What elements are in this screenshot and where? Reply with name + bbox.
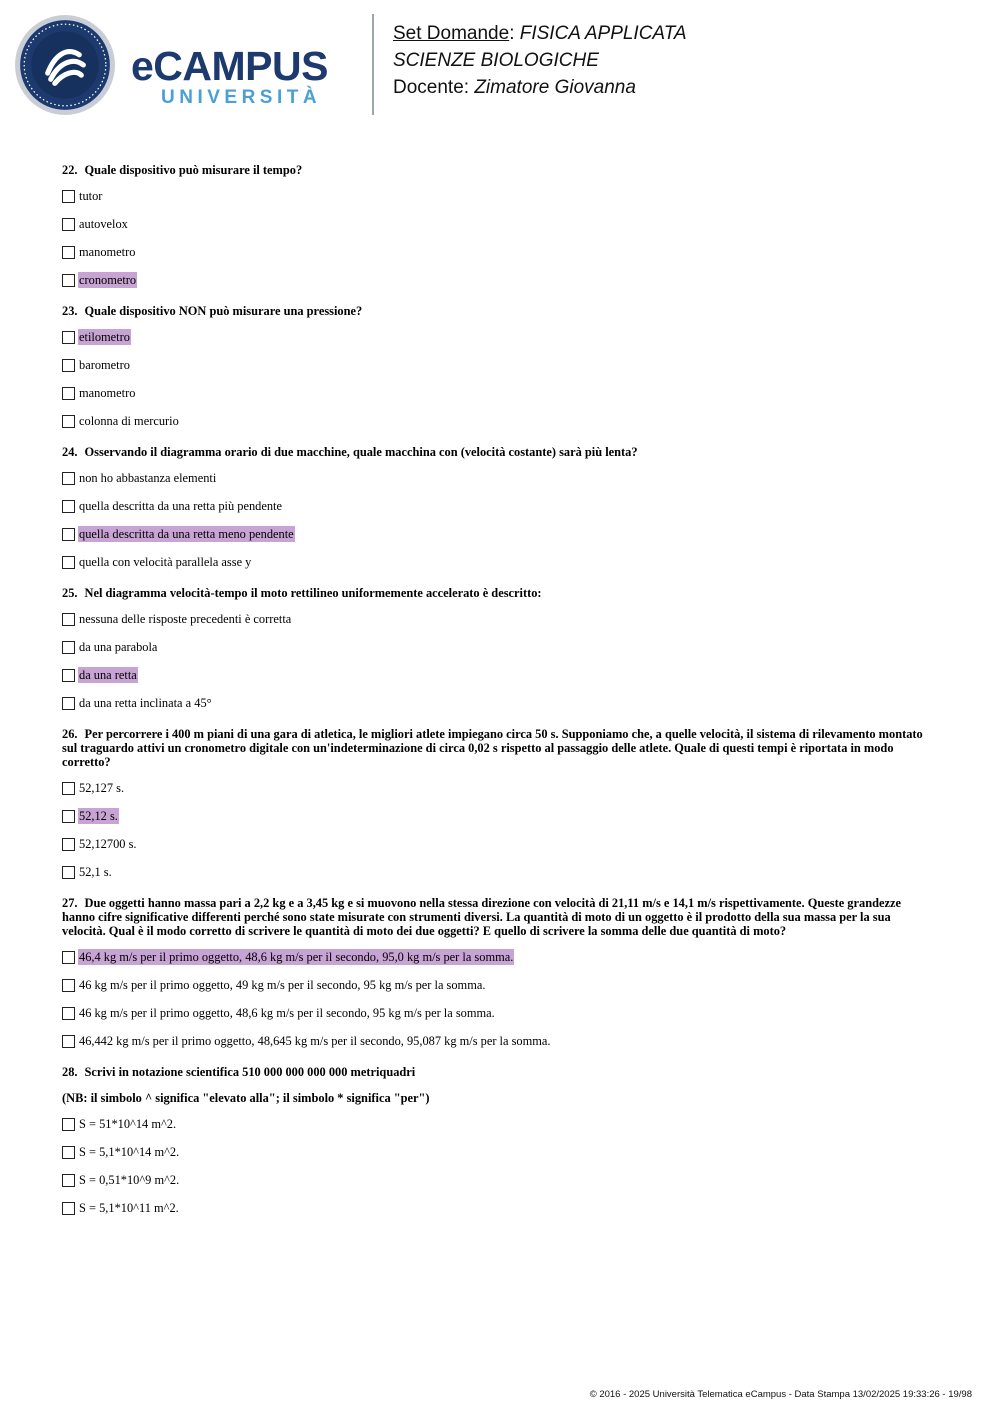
answer-text: 52,127 s. (79, 781, 125, 795)
question-number: 26. (62, 727, 78, 741)
answer-text-highlighted: da una retta (79, 668, 137, 682)
answer-option[interactable] (62, 470, 932, 486)
question-title (62, 727, 932, 769)
ecampus-seal-logo (14, 14, 116, 116)
question-block (62, 163, 932, 288)
answer-checkbox[interactable] (62, 866, 75, 879)
answer-text: 46 kg m/s per il primo oggetto, 49 kg m/s per il secondo, 95 kg m/s per la somma. (79, 978, 486, 992)
answer-option[interactable] (62, 949, 932, 965)
question-block (62, 896, 932, 1049)
answer-text: S = 51*10^14 m^2. (79, 1117, 177, 1131)
answer-checkbox[interactable] (62, 359, 75, 372)
page-header (0, 0, 1000, 130)
answer-text: 46,442 kg m/s per il primo oggetto, 48,645 kg m/s per il secondo, 95,087 kg m/s per la somma. (79, 1034, 551, 1048)
course-name: FISICA APPLICATA (519, 23, 687, 44)
answer-option[interactable] (62, 808, 932, 824)
answer-option[interactable] (62, 526, 932, 542)
answer-option[interactable] (62, 977, 932, 993)
brand-subtitle: UNIVERSITÀ (161, 87, 322, 108)
answer-option[interactable] (62, 1033, 932, 1049)
answer-option[interactable] (62, 611, 932, 627)
question-block (62, 304, 932, 429)
answer-text: da una parabola (79, 640, 158, 654)
answer-checkbox[interactable] (62, 669, 75, 682)
answer-option[interactable] (62, 1144, 932, 1160)
answer-text: tutor (79, 189, 103, 203)
teacher-name: Zimatore Giovanna (474, 77, 636, 98)
answer-checkbox[interactable] (62, 500, 75, 513)
question-text: Quale dispositivo può misurare il tempo? (84, 163, 303, 177)
answer-checkbox[interactable] (62, 556, 75, 569)
answer-option[interactable] (62, 1200, 932, 1216)
answer-checkbox[interactable] (62, 190, 75, 203)
brand-name: eCAMPUS (131, 43, 328, 89)
answer-text-highlighted: 52,12 s. (79, 809, 118, 823)
question-number: 27. (62, 896, 78, 910)
answer-text: autovelox (79, 217, 128, 231)
answer-checkbox[interactable] (62, 1118, 75, 1131)
question-title (62, 163, 932, 177)
answer-checkbox[interactable] (62, 472, 75, 485)
question-text: Nel diagramma velocità-tempo il moto rettilineo uniformemente accelerato è descritto: (84, 586, 542, 600)
answer-text: da una retta inclinata a 45° (79, 696, 212, 710)
question-number: 23. (62, 304, 78, 318)
answer-checkbox[interactable] (62, 1007, 75, 1020)
answer-checkbox[interactable] (62, 415, 75, 428)
question-text: Scrivi in notazione scientifica 510 000 000 000 000 metriquadri (84, 1065, 416, 1079)
answer-text: 46 kg m/s per il primo oggetto, 48,6 kg m/s per il secondo, 95 kg m/s per la somma. (79, 1006, 495, 1020)
question-text: Quale dispositivo NON può misurare una pressione? (84, 304, 363, 318)
answer-option[interactable] (62, 667, 932, 683)
answer-checkbox[interactable] (62, 331, 75, 344)
question-title (62, 1065, 932, 1079)
question-block (62, 445, 932, 570)
answer-checkbox[interactable] (62, 810, 75, 823)
answer-text: non ho abbastanza elementi (79, 471, 217, 485)
answer-text-highlighted: quella descritta da una retta meno pendente (79, 527, 294, 541)
question-block (62, 586, 932, 711)
answer-text: manometro (79, 386, 136, 400)
answer-checkbox[interactable] (62, 528, 75, 541)
answer-text: S = 5,1*10^11 m^2. (79, 1201, 179, 1215)
question-list (62, 163, 932, 1232)
answer-text-highlighted: cronometro (79, 273, 137, 287)
question-text: Osservando il diagramma orario di due macchine, quale macchina con (velocità costante) sarà più lenta? (84, 445, 638, 459)
question-number: 24. (62, 445, 78, 459)
set-separator: : (509, 23, 520, 44)
answer-text: quella con velocità parallela asse y (79, 555, 252, 569)
answer-option[interactable] (62, 1005, 932, 1021)
question-text: Per percorrere i 400 m piani di una gara di atletica, le migliori atlete impiegano circa 50 s. Supponiamo che, a quelle velocità, il sistema di rilevamento montato sul traguardo attivi un cronometro digitale con un'indeterminazione di circa 0,02 s rispetto al passaggio delle atlete. Quale di questi tempi è riportata in modo corretto? (62, 727, 923, 769)
answer-text: quella descritta da una retta più pendente (79, 499, 282, 513)
answer-option[interactable] (62, 188, 932, 204)
answer-option[interactable] (62, 1116, 932, 1132)
answer-text: 52,1 s. (79, 865, 112, 879)
answer-option[interactable] (62, 1172, 932, 1188)
answer-checkbox[interactable] (62, 697, 75, 710)
answer-text: S = 0,51*10^9 m^2. (79, 1173, 180, 1187)
answer-text: colonna di mercurio (79, 414, 179, 428)
question-title (62, 586, 932, 600)
answer-text: 52,12700 s. (79, 837, 137, 851)
answer-option[interactable] (62, 780, 932, 796)
question-note: (NB: il simbolo ^ significa "elevato alla"; il simbolo * significa "per") (62, 1091, 430, 1105)
answer-option[interactable] (62, 836, 932, 852)
answer-checkbox[interactable] (62, 838, 75, 851)
degree-name: SCIENZE BIOLOGICHE (393, 50, 599, 71)
question-text: Due oggetti hanno massa pari a 2,2 kg e a 3,45 kg e si muovono nella stessa direzione con velocità di 21,11 m/s e 14,1 m/s rispettivamente. Queste grandezze hanno cifre significative differenti perché sono state misurate con strumenti diversi. La quantità di moto di un oggetto è il prodotto della sua massa per la sua velocità. Qual è il modo corretto di scrivere le quantità di moto dei due oggetti? E quello di scrivere la somma delle due quantità di moto? (62, 896, 901, 938)
teacher-line (393, 76, 636, 100)
answer-option[interactable] (62, 244, 932, 260)
answer-checkbox[interactable] (62, 1202, 75, 1215)
answer-option[interactable] (62, 498, 932, 514)
page-footer: © 2016 - 2025 Università Telematica eCampus - Data Stampa 13/02/2025 19:33:26 - 19/98 (589, 1389, 972, 1400)
answer-checkbox[interactable] (62, 1035, 75, 1048)
question-title (62, 304, 932, 318)
ecampus-wordmark (131, 44, 361, 114)
question-number: 28. (62, 1065, 78, 1079)
question-block (62, 727, 932, 880)
answer-option[interactable] (62, 329, 932, 345)
header-divider (372, 14, 374, 115)
answer-checkbox[interactable] (62, 641, 75, 654)
question-number: 25. (62, 586, 78, 600)
set-label: Set Domande (393, 23, 510, 44)
answer-option[interactable] (62, 695, 932, 711)
teacher-label: Docente: (393, 77, 475, 98)
answer-option[interactable] (62, 357, 932, 373)
answer-option[interactable] (62, 864, 932, 880)
answer-checkbox[interactable] (62, 613, 75, 626)
question-number: 22. (62, 163, 78, 177)
set-title (393, 22, 687, 46)
answer-option[interactable] (62, 413, 932, 429)
answer-text: barometro (79, 358, 130, 372)
answer-option[interactable] (62, 216, 932, 232)
answer-option[interactable] (62, 639, 932, 655)
answer-checkbox[interactable] (62, 274, 75, 287)
answer-text: manometro (79, 245, 136, 259)
answer-text: S = 5,1*10^14 m^2. (79, 1145, 180, 1159)
answer-checkbox[interactable] (62, 1174, 75, 1187)
question-block (62, 1065, 932, 1216)
answer-checkbox[interactable] (62, 1146, 75, 1159)
question-title (62, 896, 932, 938)
answer-text-highlighted: etilometro (79, 330, 130, 344)
answer-checkbox[interactable] (62, 218, 75, 231)
answer-checkbox[interactable] (62, 246, 75, 259)
answer-checkbox[interactable] (62, 951, 75, 964)
answer-checkbox[interactable] (62, 979, 75, 992)
answer-checkbox[interactable] (62, 387, 75, 400)
answer-option[interactable] (62, 554, 932, 570)
answer-option[interactable] (62, 272, 932, 288)
question-title (62, 445, 932, 459)
answer-text-highlighted: 46,4 kg m/s per il primo oggetto, 48,6 kg m/s per il secondo, 95,0 kg m/s per la somma. (79, 950, 514, 964)
answer-option[interactable] (62, 385, 932, 401)
answer-checkbox[interactable] (62, 782, 75, 795)
answer-text: nessuna delle risposte precedenti è corretta (79, 612, 292, 626)
